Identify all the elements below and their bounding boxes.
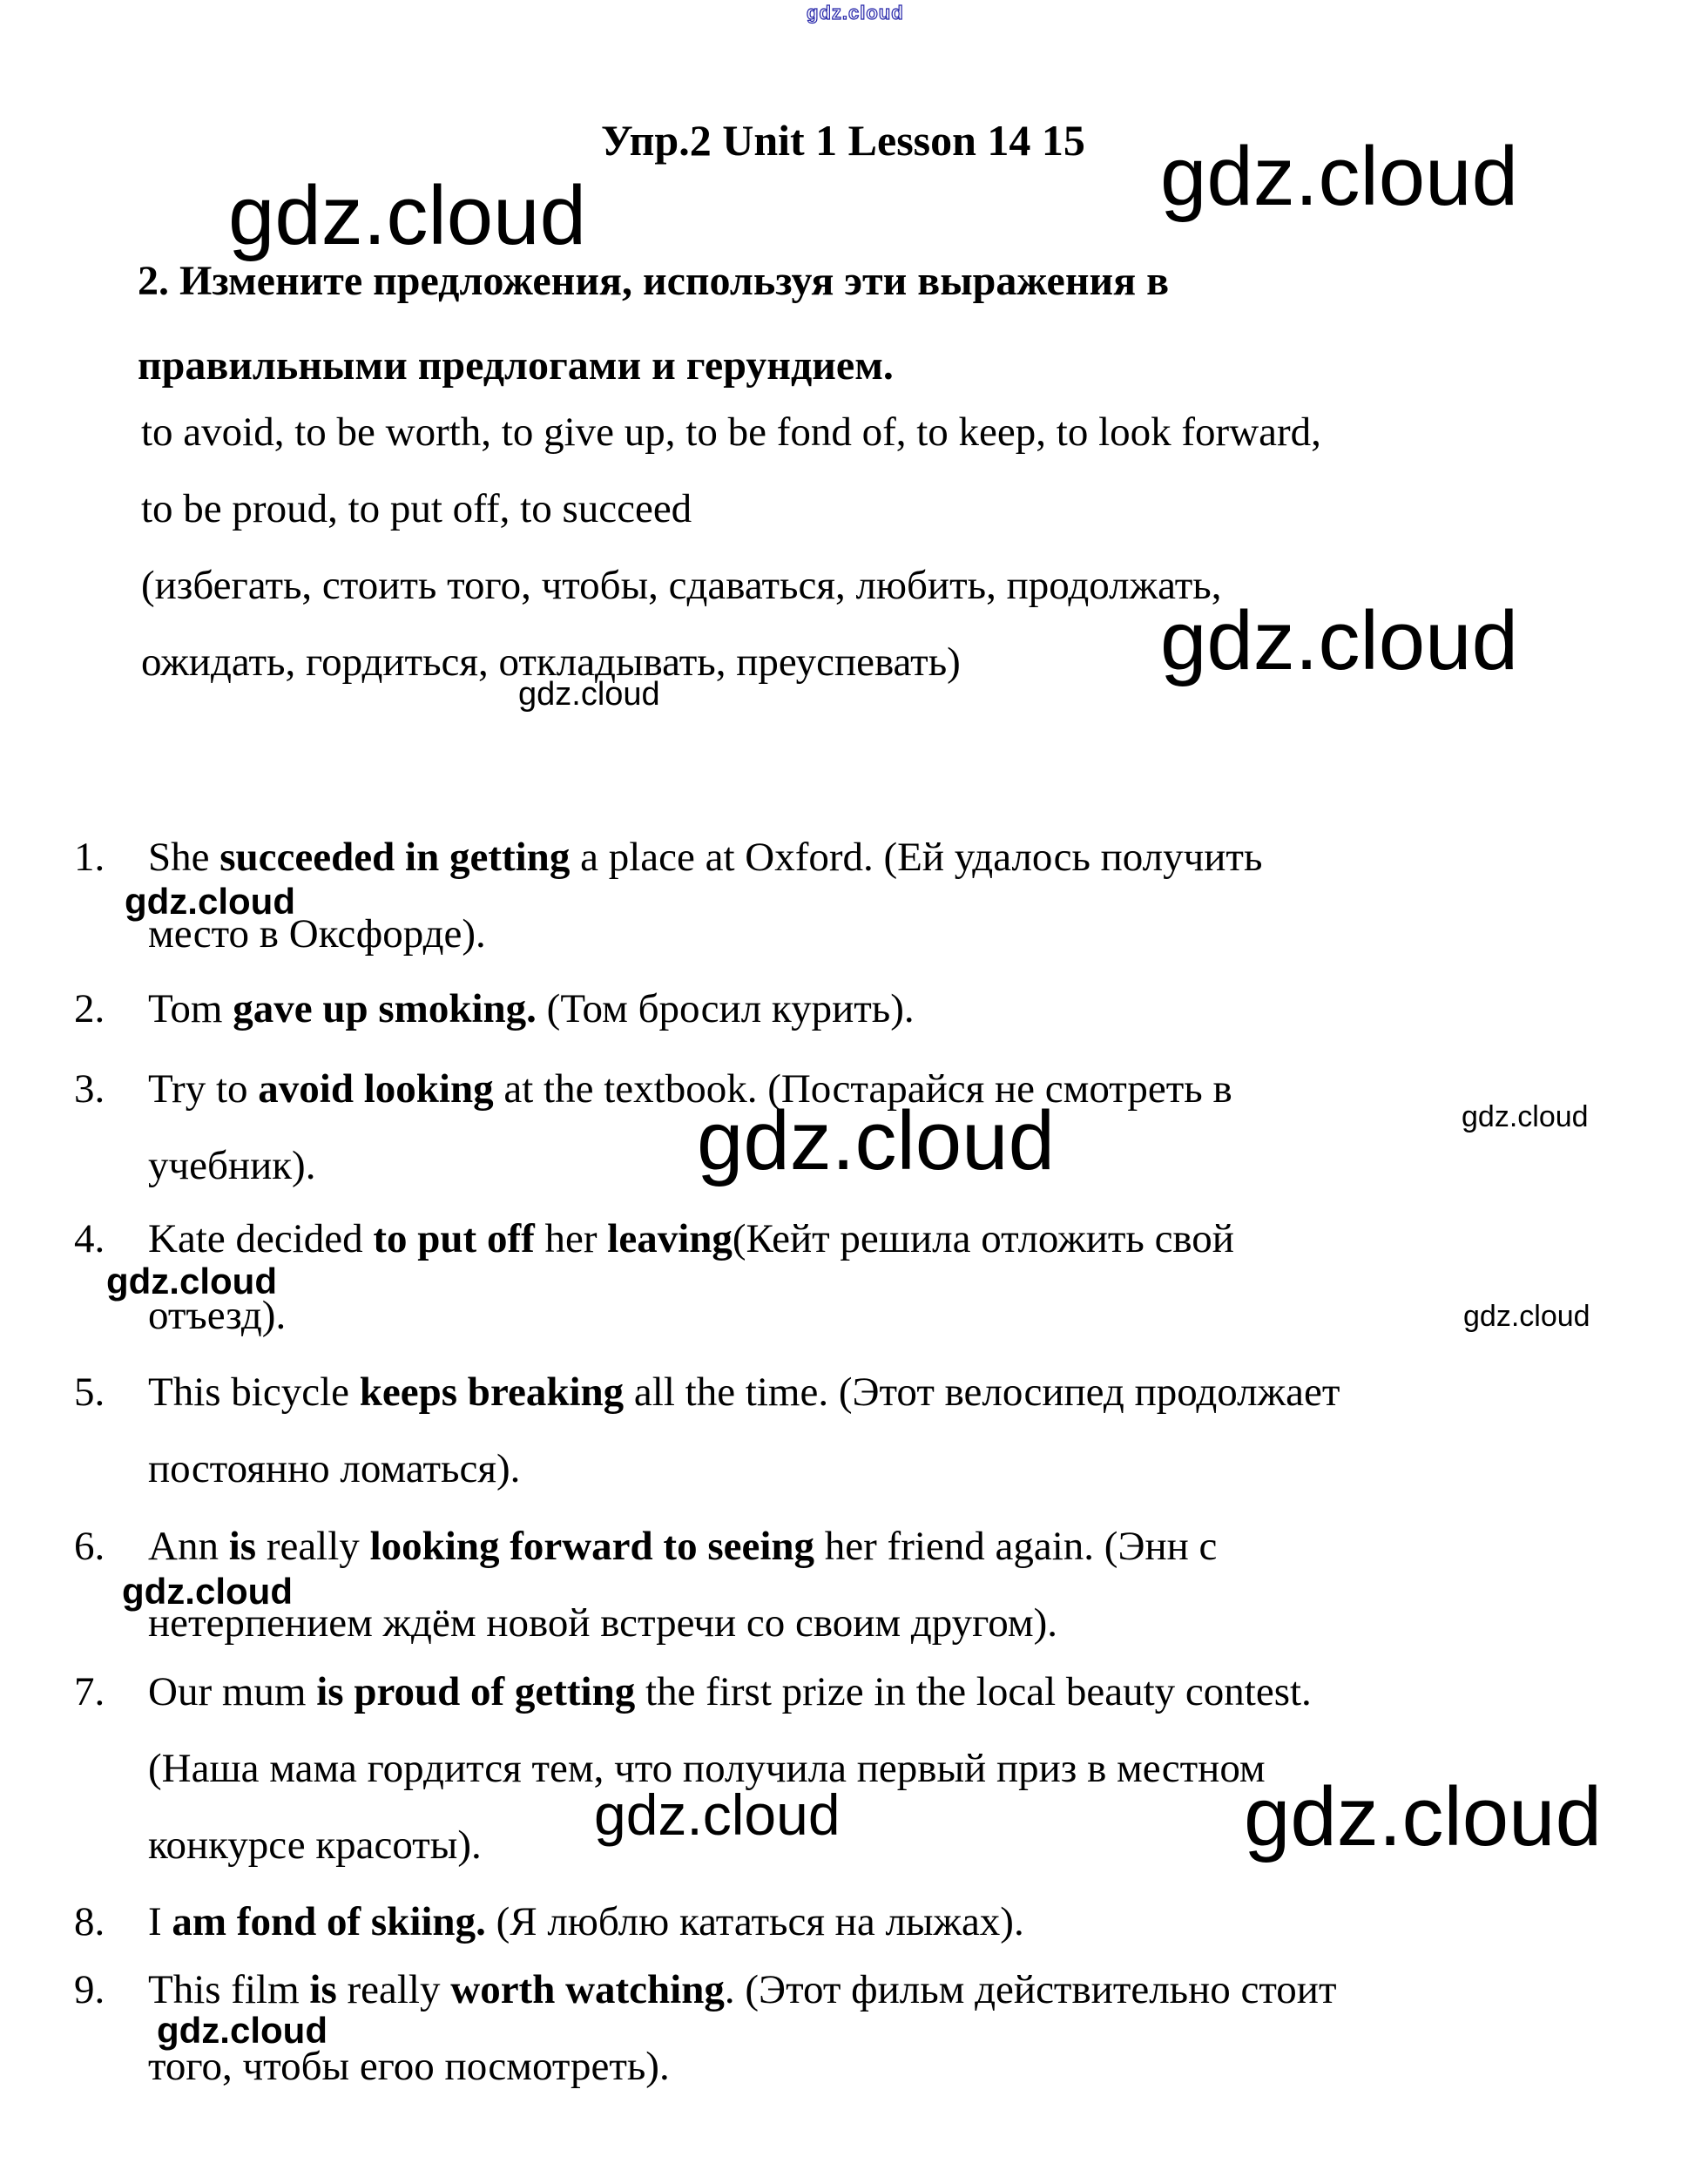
exercise-item-8: [74, 1883, 1653, 1960]
expressions-list: [141, 394, 1653, 700]
exercise-item-4: [74, 1200, 1653, 1354]
exercise-heading-line2: правильными предлогами и герундием.: [138, 342, 894, 389]
gdz-cloud-watermark-item3-right: gdz.cloud: [1462, 1100, 1589, 1133]
gdz-cloud-watermark-item6: gdz.cloud: [122, 1571, 293, 1612]
expressions-ru-line2: ожидать, гордиться, откладывать, преуспевать): [141, 639, 961, 685]
item-text: Ann is really looking forward to seeing her friend again. (Энн с нетерпением ждём новой встречи со своим другом).: [148, 1524, 1218, 1646]
exercise-item-7: [74, 1653, 1653, 1883]
expressions-ru-line1: (избегать, стоить того, чтобы, сдаваться, любить, продолжать,: [141, 563, 1222, 608]
item-number: 6.: [74, 1524, 105, 1569]
item-number: 7.: [74, 1669, 105, 1714]
item-number: 4.: [74, 1216, 105, 1261]
exercise-item-2: [74, 970, 1653, 1047]
exercise-item-5: [74, 1354, 1653, 1507]
item-number: 3.: [74, 1066, 105, 1112]
item-text: This bicycle keeps breaking all the time. (Этот велосипед продолжает постоянно ломаться).: [148, 1369, 1340, 1491]
gdz-cloud-watermark-item9: gdz.cloud: [157, 2010, 327, 2051]
gdz-cloud-watermark-item4-right: gdz.cloud: [1463, 1300, 1590, 1333]
exercise-heading: [138, 239, 1653, 408]
item-text: I am fond of skiing. (Я люблю кататься на лыжах).: [148, 1899, 1024, 1944]
item-text: Tom gave up smoking. (Том бросил курить).: [148, 986, 915, 1031]
item-text: Kate decided to put off her leaving(Кейт решила отложить свой отъезд).: [148, 1216, 1234, 1338]
expressions-en-line2: to be proud, to put off, to succeed: [141, 486, 692, 531]
item-number: 9.: [74, 1967, 105, 2012]
exercise-item-9: [74, 1951, 1653, 2105]
item-text: Try to avoid looking at the textbook. (Постарайся не смотреть в учебник).: [148, 1066, 1232, 1188]
gdz-cloud-watermark-item1: gdz.cloud: [125, 881, 295, 922]
exercise-item-3: [74, 1051, 1653, 1204]
gdz-cloud-watermark-under-title: gdz.cloud: [228, 169, 586, 262]
item-text: She succeeded in getting a place at Oxford. (Ей удалось получить место в Оксфорде).: [148, 835, 1263, 957]
gdz-cloud-watermark-item4: gdz.cloud: [106, 1261, 277, 1302]
item-number: 1.: [74, 835, 105, 880]
item-number: 5.: [74, 1369, 105, 1415]
item-text: Our mum is proud of getting the first prize in the local beauty contest. (Наша мама гордится тем, что получила первый приз в местном конкурсе красоты).: [148, 1669, 1312, 1868]
exercise-item-1: [74, 819, 1653, 972]
exercise-item-6: [74, 1508, 1653, 1661]
page-title: Упр.2 Unit 1 Lesson 14 15: [601, 116, 1085, 165]
item-number: 8.: [74, 1899, 105, 1944]
gdz-cloud-watermark-title-right: gdz.cloud: [1160, 130, 1518, 223]
item-text: This film is really worth watching. (Этот фильм действительно стоит того, чтобы егоо посмотреть).: [148, 1967, 1337, 2089]
gdz-cloud-watermark-top-blue: gdz.cloud: [807, 2, 904, 24]
exercise-heading-line1: 2. Измените предложения, используя эти выражения в: [138, 258, 1170, 304]
gdz-cloud-watermark-item7-center: gdz.cloud: [594, 1782, 841, 1847]
gdz-cloud-watermark-intro-right: gdz.cloud: [1160, 594, 1518, 687]
expressions-en-line1: to avoid, to be worth, to give up, to be fond of, to keep, to look forward,: [141, 409, 1321, 455]
gdz-cloud-watermark-center-big: gdz.cloud: [697, 1094, 1055, 1187]
item-number: 2.: [74, 986, 105, 1031]
gdz-cloud-watermark-intro-small: gdz.cloud: [518, 676, 660, 713]
gdz-cloud-watermark-item7-right: gdz.cloud: [1244, 1770, 1602, 1863]
